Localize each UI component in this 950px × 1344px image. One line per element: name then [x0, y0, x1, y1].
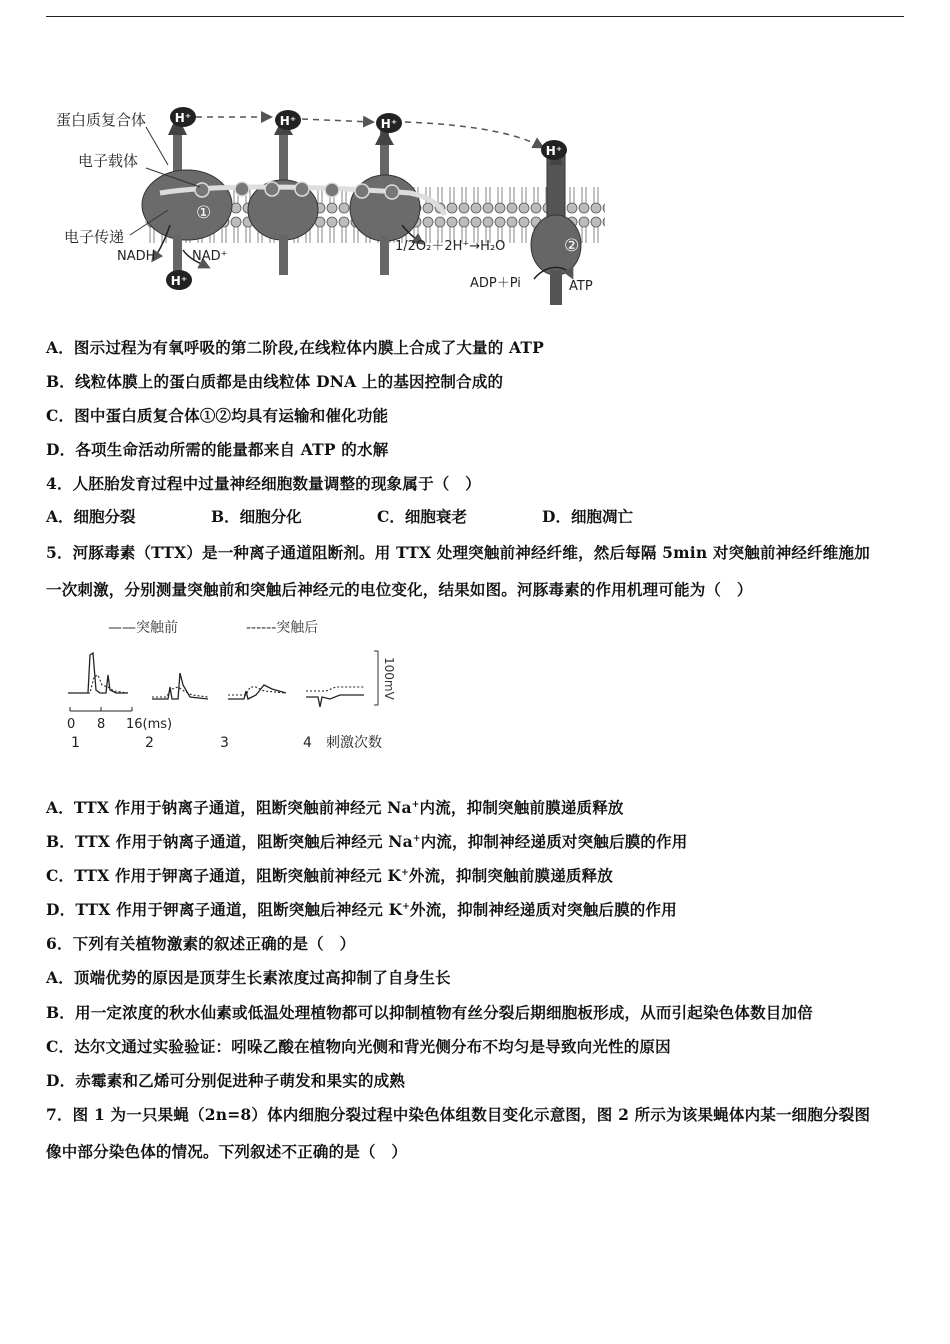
q6-stem: 6．下列有关植物激素的叙述正确的是（ ） [46, 934, 356, 953]
scale-label: 100mV [382, 657, 396, 700]
q4-option-a: A．细胞分裂 [46, 507, 136, 526]
q7-stem-line1: 7．图 1 为一只果蝇（2n=8）体内细胞分裂过程中染色体组数目变化示意图，图 2 所示为该果蝇体内某一细胞分裂图 [46, 1105, 871, 1124]
electron-transport-figure [50, 95, 615, 305]
q4-option-b: B．细胞分化 [211, 507, 302, 526]
q5-stem-line2: 一次刺激，分别测量突触前和突触后神经元的电位变化，结果如图。河豚毒素的作用机理可能为（ ） [46, 580, 753, 599]
q4-stem: 4．人胚胎发育过程中过量神经细胞数量调整的现象属于（ ） [46, 474, 481, 493]
legend-presynaptic: ——突触前 [108, 620, 178, 636]
trace-4 [306, 687, 364, 707]
svg-text:16(ms): 16(ms) [126, 717, 173, 732]
q4-option-c: C．细胞衰老 [377, 507, 467, 526]
svg-text:4: 4 [303, 735, 312, 751]
trace-1 [68, 653, 128, 693]
q5-option-d: D．TTX 作用于钾离子通道，阻断突触后神经元 K+外流，抑制神经递质对突触后膜的作用 [46, 900, 677, 919]
q3-option-c: C．图中蛋白质复合体①②均具有运输和催化功能 [46, 406, 389, 425]
q6-option-b: B．用一定浓度的秋水仙素或低温处理植物都可以抑制植物有丝分裂后期细胞板形成，从而引起染色体数目加倍 [46, 1003, 813, 1022]
svg-text:H⁺: H⁺ [545, 144, 563, 158]
svg-text:2: 2 [145, 735, 154, 751]
svg-text:H⁺: H⁺ [380, 117, 398, 131]
legend-postsynaptic: ------突触后 [246, 620, 319, 636]
complex-2-number: ② [564, 236, 580, 256]
h-plus-badge [170, 107, 196, 127]
label-nadh: NADH [117, 249, 156, 264]
label-protein-complex: 蛋白质复合体 [56, 111, 147, 129]
trace-3 [228, 685, 286, 699]
q5-option-c: C．TTX 作用于钾离子通道，阻断突触前神经元 K+外流，抑制突触前膜递质释放 [46, 866, 614, 885]
svg-text:8: 8 [97, 717, 106, 732]
q5-option-b: B．TTX 作用于钠离子通道，阻断突触后神经元 Na+内流，抑制神经递质对突触后膜的作用 [46, 832, 688, 851]
q6-option-d: D．赤霉素和乙烯可分别促进种子萌发和果实的成熟 [46, 1071, 406, 1090]
svg-text:刺激次数: 刺激次数 [326, 735, 382, 751]
potential-graph [60, 615, 405, 755]
complex-1-number: ① [196, 203, 212, 223]
svg-text:H⁺: H⁺ [170, 274, 188, 288]
q6-option-a: A．顶端优势的原因是顶芽生长素浓度过高抑制了自身生长 [46, 968, 451, 987]
label-electron-carrier: 电子载体 [78, 152, 139, 170]
label-adp-pi: ADP＋Pi [470, 276, 521, 291]
q6-option-c: C．达尔文通过实验验证：吲哚乙酸在植物向光侧和背光侧分布不均匀是导致向光性的原因 [46, 1037, 671, 1056]
label-reaction: 1/2O₂＋2H⁺→H₂O [395, 239, 506, 254]
label-nad-plus: NAD⁺ [192, 249, 228, 264]
q3-option-a: A．图示过程为有氧呼吸的第二阶段,在线粒体内膜上合成了大量的 ATP [46, 338, 544, 357]
label-electron-transfer: 电子传递 [64, 228, 125, 246]
q5-stem-line1: 5．河豚毒素（TTX）是一种离子通道阻断剂。用 TTX 处理突触前神经纤维，然后每隔 5min 对突触前神经纤维施加 [46, 543, 870, 562]
q7-stem-line2: 像中部分染色体的情况。下列叙述不正确的是（ ） [46, 1142, 408, 1161]
h-plus-badge [166, 270, 192, 290]
h-plus-badge [541, 140, 567, 160]
q3-option-b: B．线粒体膜上的蛋白质都是由线粒体 DNA 上的基因控制合成的 [46, 372, 504, 391]
q4-option-d: D．细胞凋亡 [542, 507, 633, 526]
q3-option-d: D．各项生命活动所需的能量都来自 ATP 的水解 [46, 440, 389, 459]
header-rule [46, 16, 904, 17]
trace-2 [152, 673, 208, 699]
svg-text:1: 1 [71, 735, 80, 751]
complex-2 [248, 117, 318, 275]
label-atp: ATP [569, 279, 593, 294]
h-plus-badge [275, 110, 301, 130]
h-plus-badge [376, 113, 402, 133]
q5-option-a: A．TTX 作用于钠离子通道，阻断突触前神经元 Na+内流，抑制突触前膜递质释放 [46, 798, 624, 817]
svg-text:H⁺: H⁺ [174, 111, 192, 125]
svg-text:3: 3 [220, 735, 229, 751]
svg-text:0: 0 [67, 717, 76, 732]
svg-text:H⁺: H⁺ [279, 114, 297, 128]
